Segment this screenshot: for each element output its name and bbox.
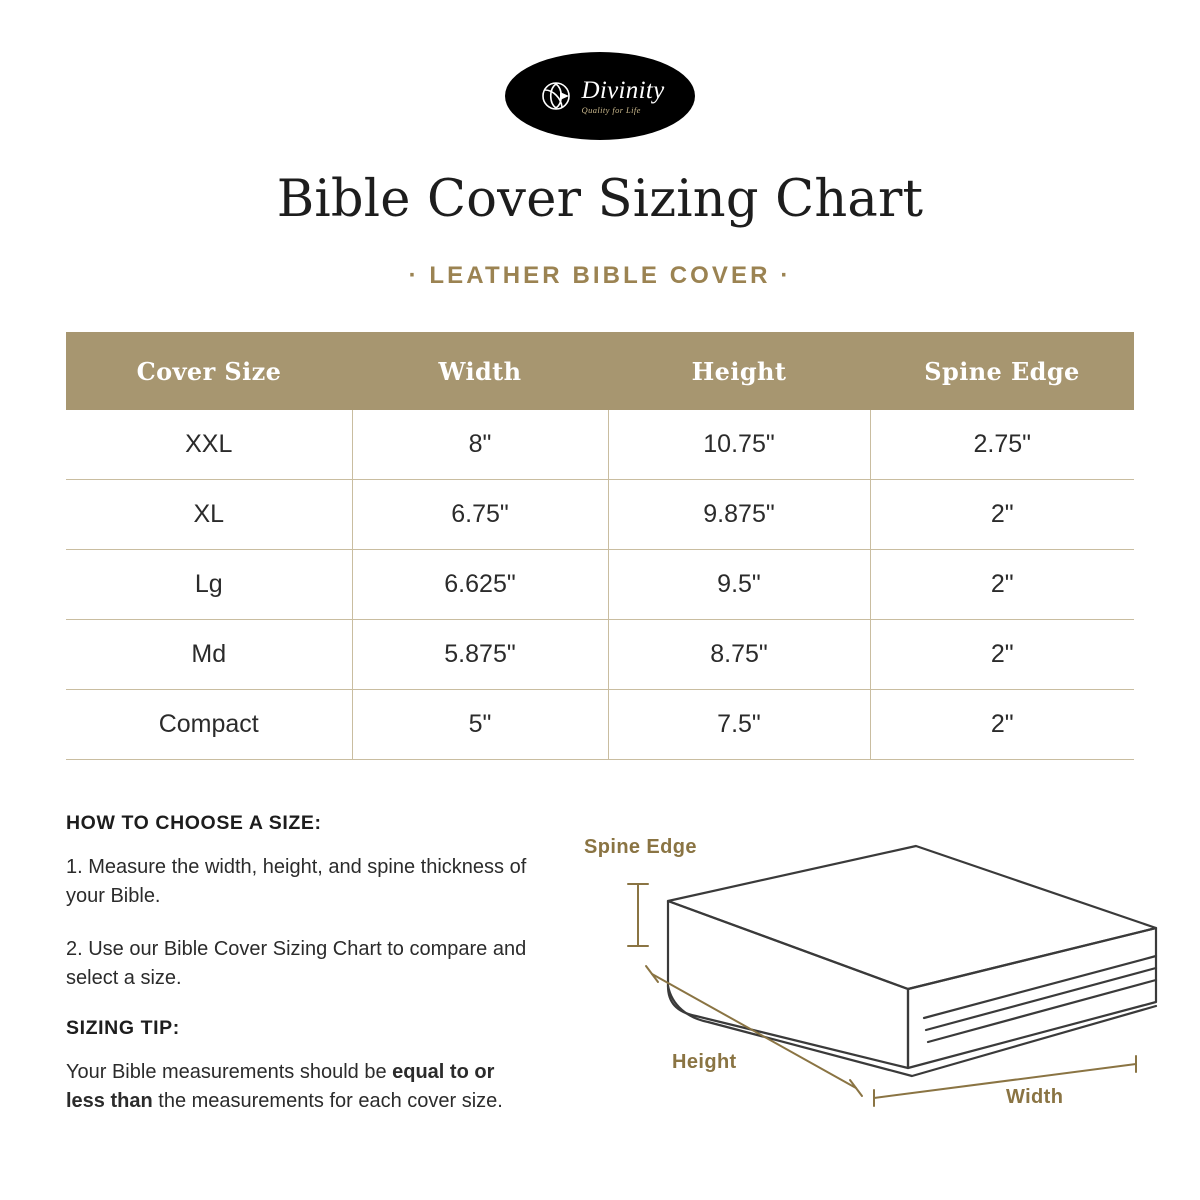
cell-height: 10.75" [608, 410, 870, 480]
logo-oval [505, 52, 695, 140]
cell-width: 6.75" [352, 480, 608, 550]
cell-spine-edge: 2" [870, 620, 1134, 690]
cell-cover-size: Compact [66, 690, 352, 760]
bible-diagram [556, 806, 1176, 1146]
table-row [66, 550, 1134, 620]
cell-spine-edge: 2" [870, 690, 1134, 760]
cell-width: 5" [352, 690, 608, 760]
cell-cover-size: XXL [66, 410, 352, 480]
table-row [66, 410, 1134, 480]
table-row [66, 480, 1134, 550]
sizing-tip-text [66, 1058, 536, 1116]
label-height: Height [672, 1051, 737, 1073]
table-row [66, 620, 1134, 690]
label-width: Width [1006, 1086, 1064, 1108]
logo-tagline: Quality for Life [581, 104, 641, 115]
sizing-table [66, 332, 1134, 760]
howto-step-1: 1. Measure the width, height, and spine thickness of your Bible. [66, 856, 527, 907]
howto-step-2: 2. Use our Bible Cover Sizing Chart to compare and select a size. [66, 938, 527, 989]
triquetra-icon [536, 76, 576, 116]
tip-text-part1: Your Bible measurements should be [66, 1061, 393, 1083]
table-header-row [66, 332, 1134, 410]
page-title: Bible Cover Sizing Chart [276, 170, 924, 229]
sizing-tip-heading: SIZING TIP: [66, 1017, 180, 1039]
cell-width: 6.625" [352, 550, 608, 620]
cell-spine-edge: 2.75" [870, 410, 1134, 480]
cell-height: 8.75" [608, 620, 870, 690]
cell-cover-size: Lg [66, 550, 352, 620]
column-header-height: Height [608, 332, 870, 410]
instructions-block [66, 812, 536, 1116]
column-header-width: Width [352, 332, 608, 410]
cell-cover-size: Md [66, 620, 352, 690]
label-spine-edge: Spine Edge [584, 836, 697, 858]
brand-logo [505, 52, 695, 140]
cell-cover-size: XL [66, 480, 352, 550]
logo-brand-name: Divinity [581, 76, 665, 104]
cell-height: 9.5" [608, 550, 870, 620]
tip-text-part2: the measurements for each cover size. [152, 1090, 503, 1112]
column-header-cover-size: Cover Size [66, 332, 352, 410]
cell-height: 7.5" [608, 690, 870, 760]
page-subtitle: · LEATHER BIBLE COVER · [408, 262, 792, 289]
cell-height: 9.875" [608, 480, 870, 550]
cell-spine-edge: 2" [870, 480, 1134, 550]
column-header-spine-edge: Spine Edge [870, 332, 1134, 410]
cell-spine-edge: 2" [870, 550, 1134, 620]
howto-heading: HOW TO CHOOSE A SIZE: [66, 812, 322, 834]
logo-wordmark [582, 78, 665, 115]
tip-text-emphasis: equal to or less than [66, 1061, 495, 1112]
table-row [66, 690, 1134, 760]
cell-width: 5.875" [352, 620, 608, 690]
cell-width: 8" [352, 410, 608, 480]
